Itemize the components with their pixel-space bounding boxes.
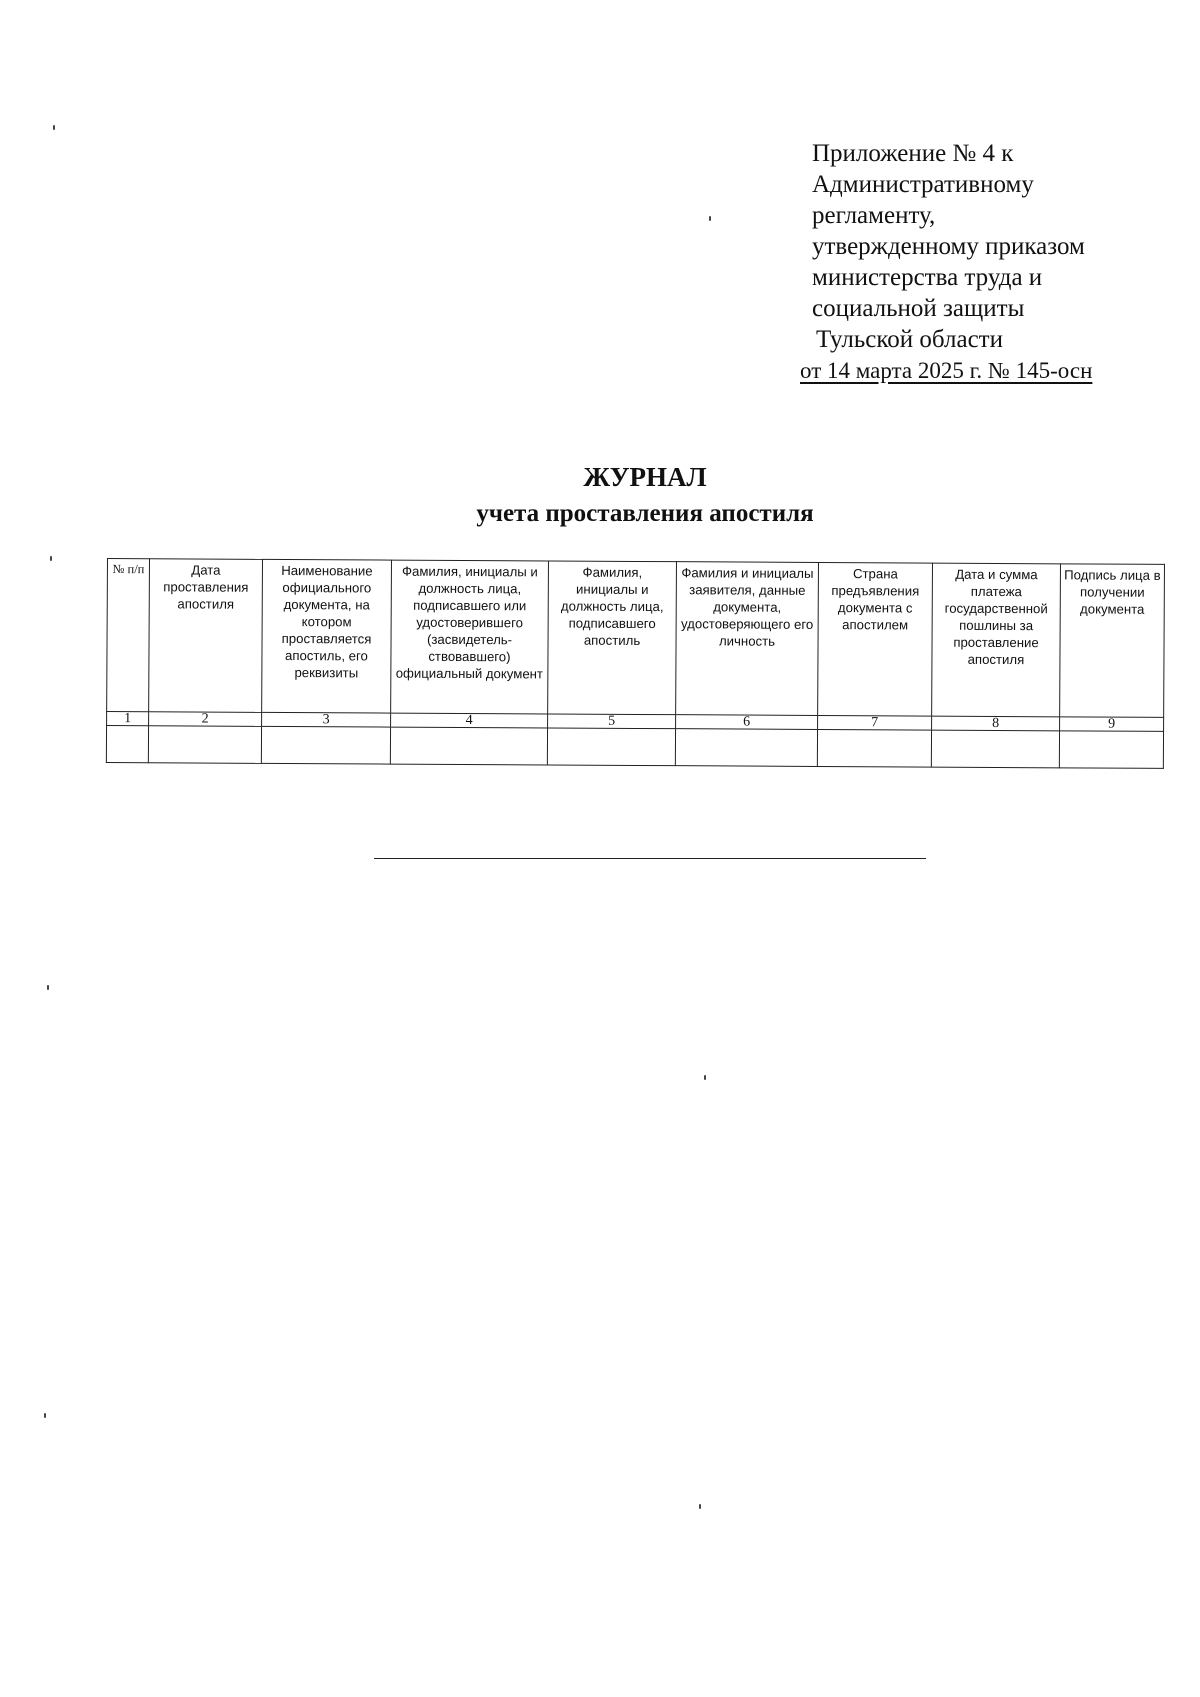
table-cell-empty bbox=[390, 727, 547, 765]
header-cell-country: Страна предъявления документа с апостилем bbox=[818, 562, 933, 716]
scan-speck bbox=[704, 1075, 706, 1080]
column-number: 9 bbox=[1060, 717, 1164, 732]
table-header-row bbox=[107, 559, 1165, 718]
appendix-line-1: Приложение № 4 к bbox=[812, 140, 1014, 167]
table-cell-empty bbox=[261, 726, 390, 764]
appendix-line-7: Тульской области bbox=[816, 326, 1003, 353]
column-number: 6 bbox=[676, 715, 818, 730]
header-cell-number: № п/п bbox=[107, 559, 150, 712]
appendix-line-3: регламенту, bbox=[812, 202, 936, 229]
appendix-line-4: утвержденному приказом bbox=[812, 233, 1085, 260]
column-number: 7 bbox=[818, 715, 932, 730]
table-cell-empty bbox=[1059, 731, 1163, 769]
table-cell-empty bbox=[931, 730, 1059, 768]
closing-rule bbox=[374, 858, 926, 859]
scan-speck bbox=[53, 125, 55, 130]
scan-speck bbox=[44, 1413, 46, 1418]
table-cell-empty bbox=[817, 729, 931, 767]
header-cell-signature: Подпись лица в получении документа bbox=[1060, 564, 1165, 718]
appendix-line-6: социальной защиты bbox=[812, 295, 1025, 322]
header-cell-signer: Фамилия, инициалы и должность лица, подписавшего или удостоверившего (засвидетель-ствовавшего) официальный документ bbox=[391, 560, 549, 714]
column-number: 2 bbox=[149, 712, 262, 727]
column-number: 3 bbox=[262, 712, 391, 727]
header-cell-applicant: Фамилия и инициалы заявителя, данные документа, удостоверяющего его личность bbox=[676, 562, 819, 716]
header-cell-apostille-signer: Фамилия, инициалы и должность лица, подписавшего апостиль bbox=[548, 561, 677, 715]
scan-speck bbox=[47, 985, 49, 990]
column-number: 4 bbox=[391, 713, 548, 728]
table-cell-empty bbox=[675, 729, 817, 767]
header-cell-document-name: Наименование официального документа, на котором проставляется апостиль, его реквизиты bbox=[262, 559, 392, 713]
column-number: 1 bbox=[107, 712, 149, 726]
appendix-line-5: министерства труда и bbox=[812, 264, 1043, 291]
column-number: 5 bbox=[548, 714, 676, 729]
journal-table bbox=[106, 558, 1165, 769]
header-cell-date: Дата проставления апостиля bbox=[149, 559, 263, 713]
scan-speck bbox=[709, 216, 711, 221]
appendix-date-line: от 14 марта 2025 г. № 145-осн bbox=[800, 358, 1093, 383]
document-title: ЖУРНАЛ bbox=[583, 462, 707, 492]
table-cell-empty bbox=[547, 728, 675, 766]
scan-speck bbox=[50, 556, 52, 561]
table-row bbox=[106, 726, 1163, 769]
appendix-block bbox=[800, 138, 1182, 386]
scan-speck bbox=[699, 1504, 701, 1509]
table-cell-empty bbox=[148, 726, 261, 764]
document-subtitle: учета проставления апостиля bbox=[476, 500, 814, 527]
appendix-line-2: Административному bbox=[812, 171, 1034, 198]
table-cell-empty bbox=[106, 726, 148, 763]
header-cell-fee: Дата и сумма платежа государственной пошлины за проставление апостиля bbox=[932, 563, 1061, 717]
column-number: 8 bbox=[932, 716, 1060, 731]
